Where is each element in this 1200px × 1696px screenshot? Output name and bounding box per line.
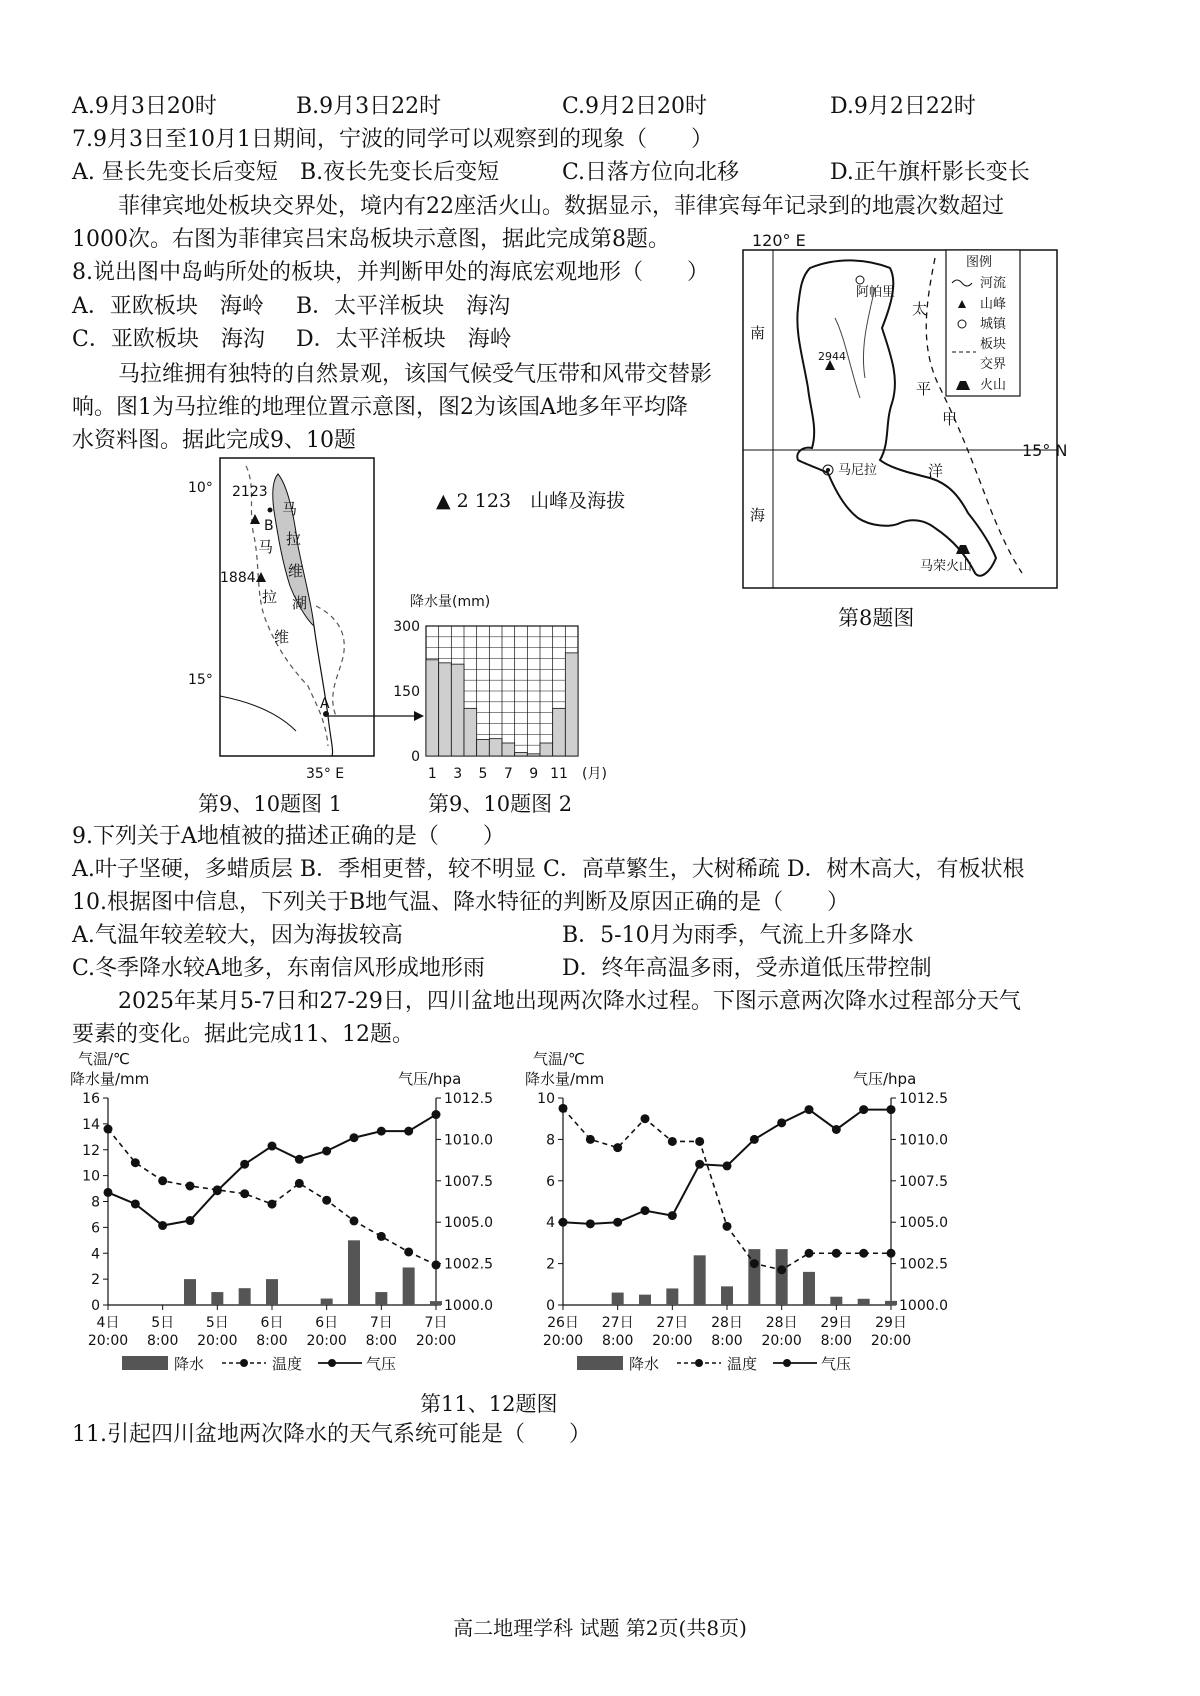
passage910-line1: 马拉维拥有独特的自然景观，该国气候受气压带和风带交替影: [118, 362, 713, 387]
q7-option-c: C.日落方位向北移: [562, 160, 740, 185]
rain-bar: [489, 739, 502, 756]
wx-xtick-day: 6日: [260, 1315, 284, 1331]
map9-lon: 35° E: [306, 766, 345, 782]
map9-lat15: 15°: [188, 672, 213, 688]
q6-option-a: A.9月3日20时: [72, 94, 217, 119]
manila-label: 马尼拉: [838, 463, 878, 478]
wx-ytick-left: 14: [82, 1116, 100, 1133]
wx-pressure-point: [213, 1186, 222, 1195]
rain-bar: [502, 743, 515, 756]
wx-ytick-left: 4: [546, 1215, 555, 1232]
wx-xtick-day: 5日: [151, 1315, 175, 1331]
map8-legend-title: 图例: [966, 255, 993, 270]
wx-ytick-left: 10: [537, 1091, 555, 1107]
rain-bar: [451, 664, 464, 756]
wx-ytick-right: 1002.5: [899, 1256, 948, 1273]
q9-options: A.叶子坚硬，多蜡质层 B．季相更替，较不明显 C．高草繁生，大树稀疏 D．树木高大，有板状根: [72, 857, 1025, 882]
wx-temp-point: [777, 1265, 786, 1274]
wx-legend-temp: 温度: [727, 1355, 758, 1373]
wx-pressure-point: [295, 1155, 304, 1164]
peak-2123-icon: [250, 514, 260, 524]
wx-xtick-time: 8:00: [365, 1333, 398, 1349]
rain-bar: [477, 740, 490, 756]
wx-xtick-time: 8:00: [146, 1333, 179, 1349]
wx-xtick-day: 26日: [547, 1315, 579, 1331]
wx-temp-point: [887, 1249, 896, 1258]
map9-caption: 第9、10题图 1: [198, 792, 343, 816]
rain-xtick: 1: [427, 766, 437, 782]
wx-ytick-left: 2: [91, 1272, 100, 1289]
wx-temp-point: [668, 1137, 677, 1146]
wx-pressure-point: [777, 1118, 786, 1127]
map9-river-west: [220, 696, 296, 731]
wx-rain-bar: [403, 1267, 415, 1305]
lake-char-4: 湖: [292, 594, 308, 612]
wx-xtick-day: 5日: [205, 1315, 229, 1331]
rain-xtick: 5: [478, 766, 488, 782]
wx-rain-bar: [639, 1295, 651, 1305]
wx-xtick-day: 4日: [96, 1315, 120, 1331]
wx-rain-bar: [803, 1272, 815, 1305]
wx-legend-rain: 降水: [174, 1355, 205, 1373]
wx-rain-bar: [612, 1293, 624, 1305]
country-char-2: 拉: [262, 588, 278, 606]
wx-rain-bar: [430, 1301, 442, 1305]
q10-option-c: C.冬季降水较A地多，东南信风形成地形雨: [72, 956, 485, 981]
q6-option-d: D.9月2日22时: [830, 94, 976, 119]
wx-xtick-day: 27日: [601, 1315, 634, 1331]
aparri-town-icon: [856, 276, 864, 284]
wx-temp-point: [586, 1135, 595, 1144]
q9-stem: 9.下列关于A地植被的描述正确的是（ ）: [72, 824, 505, 849]
wx-pressure-point: [586, 1219, 595, 1228]
wx-temp-point: [641, 1114, 650, 1123]
point-b-label: B: [264, 518, 274, 534]
wx-xtick-time: 20:00: [542, 1333, 584, 1349]
q8-option-d: D．太平洋板块 海岭: [296, 327, 512, 352]
lake-char-3: 维: [288, 562, 304, 580]
wx-ytick-right: 1000.0: [444, 1298, 493, 1314]
wx-pressure-point: [832, 1125, 841, 1134]
wx-pressure-point: [805, 1105, 814, 1114]
rain-ytick: 150: [393, 684, 420, 700]
legend-boundary-label: 交界: [980, 357, 1007, 372]
wx-xtick-time: 20:00: [306, 1333, 347, 1349]
wx-ytick-left: 10: [82, 1168, 100, 1185]
wx-rain-bar: [776, 1249, 788, 1305]
passage1112-line1: 2025年某月5-7日和27-29日，四川盆地出现两次降水过程。下图示意两次降水过程部分天气: [118, 989, 1021, 1014]
peak-1884-label: 1884: [220, 570, 256, 586]
pacific-char-3: 洋: [928, 462, 944, 480]
wx-rain-bar: [184, 1279, 196, 1305]
wx-temp-point: [295, 1179, 304, 1188]
wx-pressure-point: [104, 1188, 113, 1197]
wx-xtick-time: 8:00: [256, 1333, 288, 1349]
rain-bar: [540, 743, 553, 756]
wx-xtick-day: 27日: [656, 1315, 689, 1331]
fig1112-caption: 第11、12题图: [420, 1392, 558, 1416]
rain-ylabel: 降水量(mm): [410, 594, 491, 610]
manila-town-dot: [826, 468, 830, 472]
wx-temp-point: [805, 1249, 814, 1258]
passage910-line3: 水资料图。据此完成9、10题: [72, 428, 356, 453]
q7-option-d: D.正午旗杆影长变长: [830, 160, 1030, 185]
rain-xtick: 3: [453, 766, 463, 782]
q8-option-c: C．亚欧板块 海沟: [72, 327, 265, 352]
pacific-char-2: 平: [916, 380, 932, 398]
wx-xtick-time: 8:00: [711, 1333, 743, 1349]
passage8-line1: 菲律宾地处板块交界处，境内有22座活火山。数据显示，菲律宾每年记录到的地震次数超过: [118, 194, 1004, 219]
q10-option-b: B．5-10月为雨季，气流上升多降水: [562, 923, 914, 948]
rain-xtick: (月): [582, 766, 607, 782]
wx-rain-bar: [348, 1240, 360, 1305]
wx-ytick-left: 6: [91, 1220, 100, 1237]
wx-pressure-point: [750, 1135, 759, 1144]
wx-pressure-line: [108, 1115, 436, 1226]
map9-lat10: 10°: [188, 480, 213, 496]
wx-temp-point: [322, 1196, 331, 1205]
peak-2123-label: 2123: [232, 484, 268, 500]
wx-legend-pressure: 气压: [821, 1355, 852, 1373]
wx-pressure-point: [859, 1105, 868, 1114]
map9-legend: [436, 486, 625, 516]
point-b-icon: [268, 508, 273, 513]
rain-bar: [439, 663, 452, 756]
q8-option-a: A．亚欧板块 海岭: [72, 294, 264, 319]
q11-stem: 11.引起四川盆地两次降水的天气系统可能是（ ）: [72, 1422, 591, 1447]
rain-xtick: 7: [503, 766, 513, 782]
rain-bar: [527, 754, 540, 756]
wx-xtick-day: 28日: [711, 1315, 743, 1331]
wx-rain-bar: [694, 1255, 706, 1305]
mayon-label: 马荣火山: [920, 559, 973, 574]
wx-ytick-right: 1012.5: [444, 1091, 493, 1107]
wx-xtick-time: 8:00: [820, 1333, 853, 1349]
wx-temp-point: [723, 1222, 732, 1231]
wx-pressure-point: [668, 1211, 677, 1220]
wx-y2label: 气压/hpa: [853, 1070, 917, 1088]
weather-chart-2: [515, 1050, 948, 1390]
wx-ytick-right: 1012.5: [899, 1091, 948, 1107]
q6-option-b: B.9月3日22时: [296, 94, 442, 119]
rain-xtick: 9: [529, 766, 539, 782]
wx-xtick-day: 7日: [424, 1315, 448, 1331]
wx-pressure-point: [268, 1142, 277, 1151]
wx-pressure-point: [432, 1110, 441, 1119]
wx-ytick-right: 1010.0: [444, 1132, 493, 1149]
rain-chart-caption: 第9、10题图 2: [428, 792, 573, 816]
wx-temp-point: [131, 1158, 140, 1167]
legend-peak-marker-icon: ▲: [436, 490, 451, 512]
rain-xtick: 11: [550, 766, 568, 782]
rain-bar: [515, 753, 528, 756]
wx-y1label-temp: 气温/℃: [78, 1050, 130, 1068]
point-a-label: A: [320, 696, 330, 712]
wx-temp-point: [432, 1260, 441, 1269]
wx-temp-point: [750, 1259, 759, 1268]
legend-plate-label: 板块: [980, 337, 1007, 352]
wx-pressure-point: [641, 1206, 650, 1215]
wx-rain-bar: [830, 1297, 842, 1305]
page-footer: 高二地理学科 试题 第2页(共8页): [453, 1616, 747, 1640]
rain-ytick: 300: [393, 619, 420, 635]
wx-rain-bar: [666, 1288, 678, 1305]
rainfall-bar-chart: [388, 586, 607, 786]
wx-temp-point: [377, 1232, 386, 1241]
wx-xtick-time: 20:00: [652, 1333, 693, 1349]
q8-option-b: B．太平洋板块 海沟: [296, 294, 511, 319]
wx-legend-temp-icon: [240, 1359, 248, 1367]
wx-legend-temp-icon: [695, 1359, 703, 1367]
wx-ytick-left: 4: [91, 1246, 100, 1263]
q8-stem: 8.说出图中岛屿所处的板块，并判断甲处的海底宏观地形（ ）: [72, 260, 709, 285]
shire-river: [314, 626, 333, 756]
wx-xtick-day: 28日: [765, 1315, 798, 1331]
wx-xtick-time: 8:00: [601, 1333, 634, 1349]
wx-temp-point: [859, 1249, 868, 1258]
wx-rain-bar: [239, 1288, 251, 1305]
q7-option-b: B.夜长先变长后变短: [300, 160, 500, 185]
wx-xtick-time: 20:00: [761, 1333, 802, 1349]
wx-rain-bar: [321, 1299, 333, 1305]
sea-char-1: 南: [750, 324, 766, 342]
map8-river-2: [863, 288, 875, 378]
legend-town-label: 城镇: [980, 317, 1007, 332]
weather-chart-1: [60, 1050, 493, 1390]
wx-y1label-rain: 降水量/mm: [70, 1070, 150, 1088]
legend-river-label: 河流: [980, 276, 1007, 291]
wx-xtick-day: 29日: [875, 1315, 907, 1331]
wx-temp-point: [240, 1189, 249, 1198]
wx-ytick-right: 1010.0: [899, 1132, 948, 1149]
wx-ytick-left: 8: [546, 1132, 555, 1149]
wx-pressure-point: [186, 1216, 195, 1225]
wx-temp-line: [563, 1108, 891, 1269]
map8-lon-label: 120° E: [752, 231, 806, 250]
wx-xtick-time: 20:00: [87, 1333, 129, 1349]
mayon-volcano-icon: [956, 545, 970, 554]
wx-ytick-right: 1007.5: [899, 1173, 948, 1190]
wx-ytick-right: 1007.5: [444, 1173, 493, 1190]
wx-legend-pressure-icon: [328, 1359, 336, 1367]
q7-option-a: A. 昼长先变长后变短: [72, 160, 278, 185]
wx-xtick-day: 6日: [315, 1315, 339, 1331]
wx-legend-temp: 温度: [272, 1355, 303, 1373]
wx-ytick-left: 12: [82, 1142, 100, 1159]
wx-pressure-point: [131, 1199, 140, 1208]
wx-rain-bar: [885, 1301, 897, 1305]
passage1112-line2: 要素的变化。据此完成11、12题。: [72, 1022, 414, 1047]
wx-legend-rain-icon: [577, 1356, 623, 1370]
wx-legend-pressure-icon: [783, 1359, 791, 1367]
wx-ytick-right: 1005.0: [899, 1215, 948, 1232]
jia-label: 甲: [942, 410, 958, 428]
wx-temp-point: [695, 1137, 704, 1146]
wx-pressure-point: [613, 1218, 622, 1227]
malawi-map: [186, 456, 386, 786]
wx-y1label-rain: 降水量/mm: [525, 1070, 605, 1088]
rain-bar: [565, 653, 578, 756]
wx-ytick-left: 8: [91, 1194, 100, 1211]
map8-lat-label: 15° N: [1022, 441, 1068, 460]
wx-ytick-left: 6: [546, 1173, 555, 1190]
wx-pressure-point: [240, 1160, 249, 1169]
wx-pressure-point: [723, 1161, 732, 1170]
wx-temp-point: [158, 1176, 167, 1185]
wx-temp-point: [613, 1143, 622, 1152]
passage8-line2: 1000次。右图为菲律宾吕宋岛板块示意图，据此完成第8题。: [72, 227, 670, 252]
q7-stem: 7.9月3日至10月1日期间，宁波的同学可以观察到的现象（ ）: [72, 127, 713, 152]
wx-ytick-left: 2: [546, 1256, 555, 1273]
wx-xtick-day: 29日: [820, 1315, 853, 1331]
q10-stem: 10.根据图中信息，下列关于B地气温、降水特征的判断及原因正确的是（ ）: [72, 890, 850, 915]
wx-rain-bar: [721, 1286, 733, 1305]
rain-bar: [426, 660, 439, 756]
wx-rain-bar: [211, 1292, 223, 1305]
wx-y1label-temp: 气温/℃: [533, 1050, 585, 1068]
wx-temp-point: [186, 1181, 195, 1190]
wx-xtick-time: 20:00: [870, 1333, 912, 1349]
wx-temp-point: [104, 1125, 113, 1134]
sea-char-2: 海: [750, 506, 766, 524]
wx-pressure-point: [322, 1146, 331, 1155]
wx-rain-bar: [375, 1292, 387, 1305]
legend-peak-label: 山峰: [980, 297, 1007, 312]
wx-xtick-time: 20:00: [415, 1333, 457, 1349]
wx-legend-rain: 降水: [629, 1355, 660, 1373]
wx-temp-point: [404, 1247, 413, 1256]
wx-ytick-left: 16: [82, 1091, 100, 1107]
aparri-label: 阿帕里: [856, 285, 896, 300]
legend-volcano-label: 火山: [980, 378, 1007, 393]
wx-temp-point: [268, 1200, 277, 1209]
wx-pressure-point: [350, 1133, 359, 1142]
map8-caption: 第8题图: [838, 606, 915, 630]
q6-option-c: C.9月2日20时: [562, 94, 708, 119]
wx-ytick-right: 1002.5: [444, 1256, 493, 1273]
wx-ytick-right: 1005.0: [444, 1215, 493, 1232]
peak-2944-label: 2944: [818, 350, 846, 363]
wx-pressure-point: [695, 1160, 704, 1169]
lake-char-1: 马: [282, 500, 298, 518]
wx-legend-pressure: 气压: [366, 1355, 397, 1373]
passage910-line2: 响。图1为马拉维的地理位置示意图，图2为该国A地多年平均降: [72, 395, 688, 420]
q10-option-d: D．终年高温多雨，受赤道低压带控制: [562, 956, 932, 981]
country-char-3: 维: [274, 628, 290, 646]
wx-ytick-left: 0: [91, 1298, 100, 1314]
rain-ytick: 0: [411, 749, 420, 765]
wx-y2label: 气压/hpa: [398, 1070, 462, 1088]
lake-char-2: 拉: [286, 530, 302, 548]
rain-bar: [553, 708, 566, 756]
wx-rain-bar: [858, 1299, 870, 1305]
pacific-char-1: 太: [912, 300, 928, 318]
luzon-plate-map: [740, 228, 1070, 600]
wx-temp-point: [559, 1104, 568, 1113]
wx-pressure-point: [559, 1218, 568, 1227]
wx-xtick-day: 7日: [369, 1315, 393, 1331]
wx-pressure-point: [377, 1127, 386, 1136]
q10-option-a: A.气温年较差较大，因为海拔较高: [72, 923, 403, 948]
wx-temp-point: [832, 1249, 841, 1258]
wx-pressure-point: [158, 1221, 167, 1230]
wx-pressure-point: [404, 1127, 413, 1136]
wx-legend-rain-icon: [122, 1356, 168, 1370]
rain-bar: [464, 708, 477, 756]
map9-legend-text: 2 123 山峰及海拔: [456, 490, 626, 512]
wx-ytick-right: 1000.0: [899, 1298, 948, 1314]
wx-xtick-time: 20:00: [197, 1333, 238, 1349]
country-char-1: 马: [258, 538, 274, 556]
wx-pressure-point: [887, 1105, 896, 1114]
wx-rain-bar: [266, 1279, 278, 1305]
wx-temp-point: [350, 1216, 359, 1225]
wx-ytick-left: 0: [546, 1298, 555, 1314]
